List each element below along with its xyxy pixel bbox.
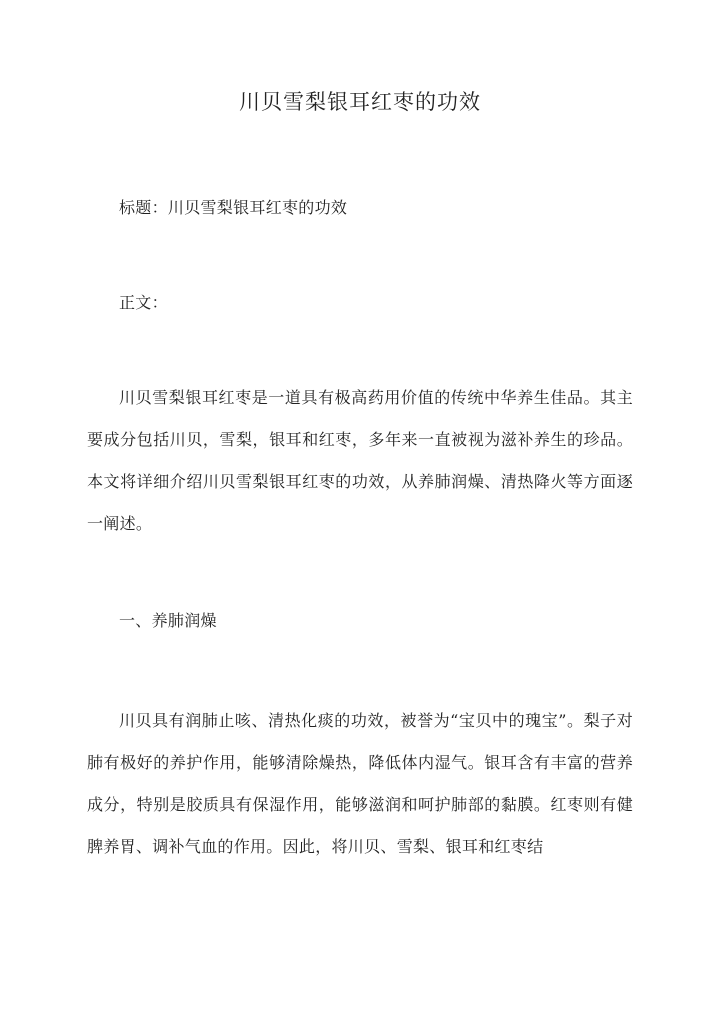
body-label: 正文：: [119, 293, 168, 312]
section-paragraph: 川贝具有润肺止咳、清热化痰的功效，被誉为“宝贝中的瑰宝”。梨子对肺有极好的养护作用，能够清除燥热，降低体内湿气。银耳含有丰富的营养成分，特别是胶质具有保湿作用，能够滋润和呵护肺部的黏膜。红枣则有健脾养胃、调补气血的作用。因此，将川贝、雪梨、银耳和红枣结: [87, 711, 633, 856]
document-title: 川贝雪梨银耳红枣的功效: [239, 90, 481, 114]
intro-paragraph: 川贝雪梨银耳红枣是一道具有极高药用价值的传统中华养生佳品。其主要成分包括川贝，雪梨，银耳和红枣，多年来一直被视为滋补养生的珍品。本文将详细介绍川贝雪梨银耳红枣的功效，从养肺润燥、清热降火等方面逐一阐述。: [87, 388, 633, 533]
section-heading: 一、养肺润燥: [119, 611, 217, 630]
subject-line: 标题：川贝雪梨银耳红枣的功效: [119, 198, 348, 217]
